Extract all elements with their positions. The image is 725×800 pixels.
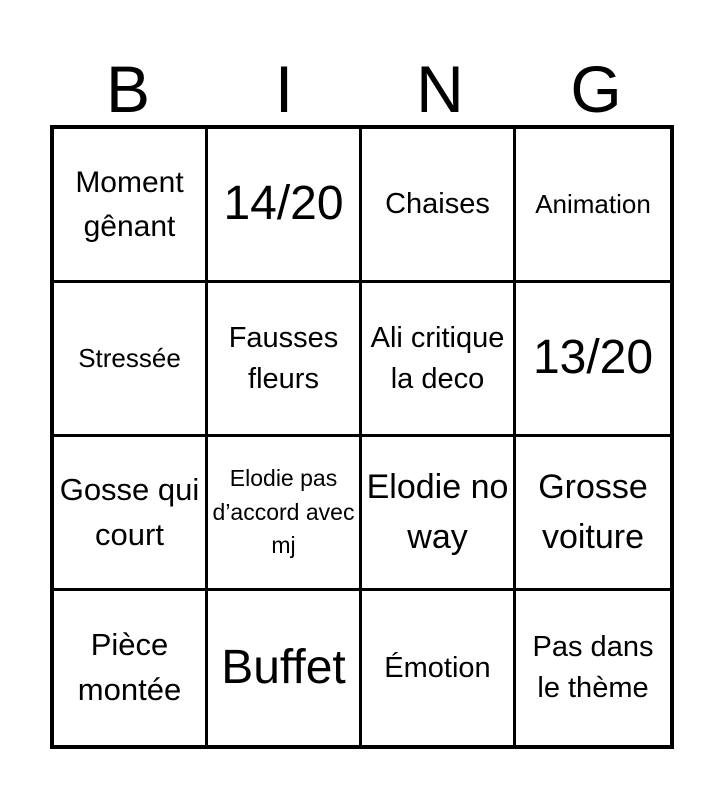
header-letter-g: G (570, 52, 622, 126)
cell-text: Pas dans le thème (532, 631, 654, 704)
bingo-cell[interactable] (362, 591, 516, 745)
cell-text: Buffet (221, 640, 346, 694)
cell-text: Pièce montée (77, 627, 182, 707)
cell-text: Elodie no way (366, 468, 509, 556)
cell-text: Elodie pas d’accord avec mj (212, 465, 355, 559)
cell-text: Moment gênant (75, 166, 184, 243)
bingo-cell[interactable] (362, 283, 516, 437)
header-letter-i: I (274, 52, 294, 126)
bingo-header (50, 52, 674, 126)
bingo-cell[interactable] (516, 591, 670, 745)
header-letter-b: B (105, 52, 151, 126)
bingo-cell[interactable] (54, 437, 208, 591)
bingo-cell[interactable] (54, 129, 208, 283)
bingo-cell[interactable] (208, 129, 362, 283)
bingo-cell[interactable] (208, 591, 362, 745)
bingo-cell[interactable] (362, 437, 516, 591)
cell-text: Ali critique la deco (370, 321, 505, 395)
bingo-cell[interactable] (516, 129, 670, 283)
bingo-cell[interactable] (516, 283, 670, 437)
bingo-cell[interactable] (54, 591, 208, 745)
cell-text: Émotion (384, 651, 491, 684)
cell-text: Chaises (385, 188, 490, 221)
cell-text: Fausses fleurs (228, 321, 339, 395)
cell-text: 14/20 (223, 177, 344, 231)
bingo-cell[interactable] (54, 283, 208, 437)
cell-text: Stressée (78, 342, 181, 373)
header-letter-n: N (416, 52, 464, 126)
cell-text: Grosse voiture (538, 468, 648, 556)
cell-text: Gosse qui court (59, 471, 200, 552)
bingo-cell[interactable] (208, 437, 362, 591)
bingo-cell[interactable] (362, 129, 516, 283)
bingo-cell[interactable] (208, 283, 362, 437)
bingo-board (50, 125, 674, 749)
bingo-cell[interactable] (516, 437, 670, 591)
cell-text: 13/20 (532, 331, 654, 385)
cell-text: Animation (535, 188, 651, 219)
